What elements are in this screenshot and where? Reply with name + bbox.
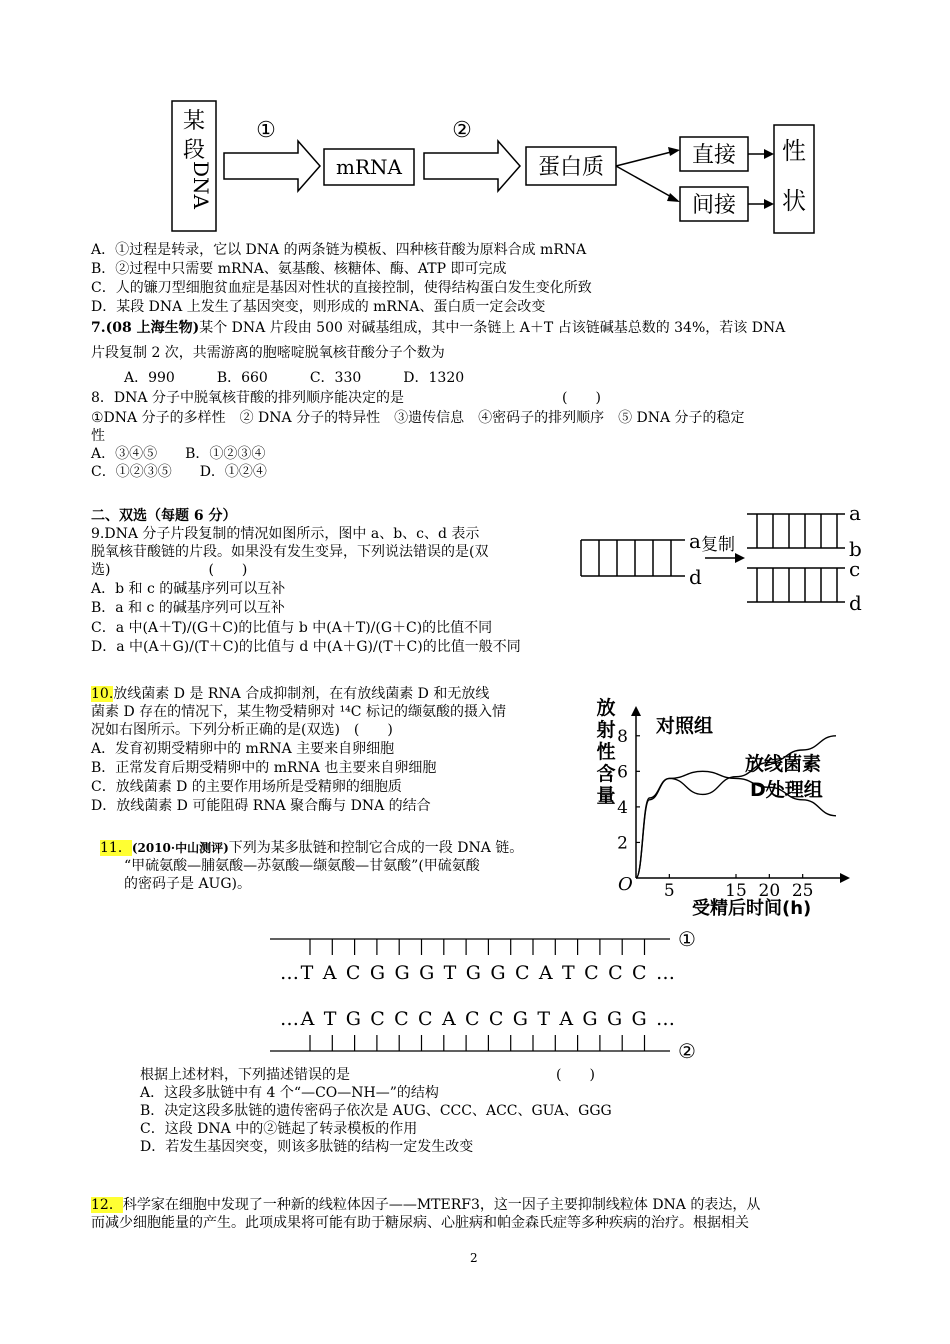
q9-stem-line-3: 选) ( ) [91,562,248,578]
q10-option-a: A．发育初期受精卵中的 mRNA 主要来自卵细胞 [91,741,395,757]
replication-label: 复制 [701,535,735,555]
q11-option-b: B．决定这段多肽链的遗传密码子依次是 AUG、CCC、ACC、GUA、GGG [140,1103,612,1119]
y-axis-title-char-2: 射 [596,719,616,741]
q10-option-d: D．放线菌素 D 可能阻碍 RNA 聚合酶与 DNA 的结合 [91,798,431,814]
q6-option-c: C．人的镰刀型细胞贫血症是基因对性状的直接控制，使得结构蛋白发生变化所致 [91,280,592,296]
daughter-strand-b-label: b [849,537,862,561]
y-tick-label: 2 [617,833,628,854]
q8-answer-paren: ( ) [562,390,601,406]
q11-question: 根据上述材料，下列描述错误的是 [140,1067,350,1083]
q11-number: 11． [100,840,132,856]
q8-stem: 8．DNA 分子中脱氧核苷酸的排列顺序能决定的是 [91,390,404,406]
trait-box-text-1: 性 [782,137,806,165]
daughter-strand-d-label: d [849,591,862,615]
dna-source-text-1: 某 [182,109,206,134]
parent-strand-a-label: a [689,529,701,553]
q12-stem-line-1 [91,1196,760,1214]
dna-replication-figure [575,500,875,615]
q7-stem-line-1 [91,319,785,337]
y-tick-label: 6 [617,762,628,783]
q9-option-d: D．a 中(A＋G)/(T＋C)的比值与 d 中(A＋G)/(T＋C)的比值一般不同 [91,639,521,655]
y-axis-title-char-1: 放 [596,697,616,719]
q10-option-c: C．放线菌素 D 的主要作用场所是受精卵的细胞质 [91,779,402,795]
x-tick-label: 20 [758,881,781,901]
q12-stem-text: 科学家在细胞中发现了一种新的线粒体因子——MTERF3，这一因子主要抑制线粒体 DNA 的表达，从 [122,1197,761,1213]
dna-source-text-2: 段 [182,138,206,163]
daughter-dna-ladder-2 [747,568,845,602]
mrna-box-text: mRNA [336,155,402,179]
q10-number: 10. [91,686,114,702]
section-2-title: 二、双选（每题 6 分） [91,508,237,524]
x-tick-label: 5 [663,881,675,901]
series-label-treated-line-1: 放线菌素 [745,753,822,775]
q11-stem-text: 下列为某多肽链和控制它合成的一段 DNA 链。 [228,840,524,856]
q8-options-line-1: A．③④⑤ B．①②③④ [91,446,266,462]
q11-stem-line-3: 的密码子是 AUG)。 [124,876,252,892]
y-axis-title [596,696,615,807]
flow-arrow-1 [224,141,320,191]
q9-option-a: A．b 和 c 的碱基序列可以互补 [91,581,286,597]
q12-number: 12． [91,1197,123,1213]
trait-box-text-2: 状 [782,187,806,215]
dna-strands-figure [270,925,720,1060]
q12-stem-line-2: 而减少细胞能量的产生。此项成果将可能有助于糖尿病、心脏病和帕金森氏症等多种疾病的治疗。根据相关 [91,1215,749,1231]
strand-2-marker: ② [678,1039,696,1060]
parent-strand-d-label: d [689,565,702,589]
q11-source: (2010·中山测评) [131,841,229,855]
q9-option-c: C．a 中(A＋T)/(G＋C)的比值与 b 中(A＋T)/(G＋C)的比值不同 [91,620,493,636]
q8-items-line-2: 性 [91,428,105,444]
daughter-strand-a-label: a [849,501,861,525]
q7-options: A．990 B．660 C．330 D．1320 [124,370,465,386]
q9-stem-line-2: 脱氧核苷酸链的片段。如果没有发生变异，下列说法错误的是(双 [91,544,489,560]
y-axis-title-char-5: 量 [596,785,616,807]
x-axis-arrow [840,873,850,883]
q6-option-a: A．①过程是转录，它以 DNA 的两条链为模板、四种核苷酸为原料合成 mRNA [91,242,587,258]
daughter-strand-c-label: c [849,557,861,581]
q8-options-line-2: C．①②③⑤ D．①②④ [91,464,267,480]
q6-option-d: D．某段 DNA 上发生了基因突变，则形成的 mRNA、蛋白质一定会改变 [91,299,546,315]
q9-stem-line-1: 9.DNA 分子片段复制的情况如图所示，图中 a、b、c、d 表示 [91,526,480,542]
dna-source-text-3: DNA [189,161,213,209]
flow-arrow-2 [424,141,520,191]
strand-1-sequence: …T A C G G G T G G C A T C C C … [280,962,675,984]
step-2-label: ② [452,118,472,143]
q11-stem-line-2: “甲硫氨酸—脯氨酸—苏氨酸—缬氨酸—甘氨酸”(甲硫氨酸 [124,858,480,874]
q10-stem-text: 放线菌素 D 是 RNA 合成抑制剂，在有放线菌素 D 和无放线 [113,686,490,702]
y-tick-label: 4 [617,797,628,818]
q10-stem-line-3: 况如右图所示。下列分析正确的是(双选) ( ) [91,722,393,738]
y-axis-title-char-3: 性 [596,741,616,763]
q7-number: 7.(08 上海生物) [91,320,200,336]
step-1-label: ① [256,118,276,143]
q11-answer-paren: ( ) [556,1067,595,1083]
q10-stem-line-1 [91,685,489,703]
series-label-control: 对照组 [656,715,714,737]
x-tick-label: 15 [725,881,747,901]
page-number: 2 [470,1251,478,1265]
chart-origin-label: O [618,874,633,895]
q11-option-d: D．若发生基因突变，则该多肽链的结构一定发生改变 [140,1139,474,1155]
radioactivity-line-chart [590,690,850,920]
q6-option-b: B．②过程中只需要 mRNA、氨基酸、核糖体、酶、ATP 即可完成 [91,261,507,277]
q7-stem-text: 某个 DNA 片段由 500 对碱基组成，其中一条链上 A＋T 占该链碱基总数的 34%，若该 DNA [199,320,786,336]
gene-expression-flow-diagram [160,95,820,240]
strand-2-sequence: …A T G C C C A C C G T A G G G … [280,1008,675,1030]
y-axis-arrow [631,706,641,716]
series-label-treated-line-2: D处理组 [750,779,823,801]
x-axis-title: 受精后时间(h) [692,898,812,919]
y-axis-title-char-4: 含 [596,763,616,785]
q10-stem-line-2: 菌素 D 存在的情况下，某生物受精卵对 ¹⁴C 标记的缬氨酸的摄入情 [91,704,506,720]
daughter-dna-ladder-1 [747,514,845,548]
indirect-box-text: 间接 [691,193,737,218]
direct-box-text: 直接 [691,143,737,168]
strand-1-marker: ① [678,927,696,951]
q11-option-a: A．这段多肽链中有 4 个“—CO—NH—”的结构 [140,1085,439,1101]
q11-stem-line-1 [100,839,523,857]
protein-box-text: 蛋白质 [537,155,605,180]
parent-dna-ladder [581,540,685,576]
q8-items-line-1: ①DNA 分子的多样性 ② DNA 分子的特异性 ③遗传信息 ④密码子的排列顺序 ⑤ DNA 分子的稳定 [91,410,745,426]
q9-option-b: B．a 和 c 的碱基序列可以互补 [91,600,285,616]
q10-option-b: B．正常发育后期受精卵中的 mRNA 也主要来自卵细胞 [91,760,437,776]
q7-stem-line-2: 片段复制 2 次，共需游离的胞嘧啶脱氧核苷酸分子个数为 [91,345,445,361]
q11-option-c: C．这段 DNA 中的②链起了转录模板的作用 [140,1121,418,1137]
y-tick-label: 8 [617,726,628,747]
x-tick-label: 25 [791,881,814,901]
